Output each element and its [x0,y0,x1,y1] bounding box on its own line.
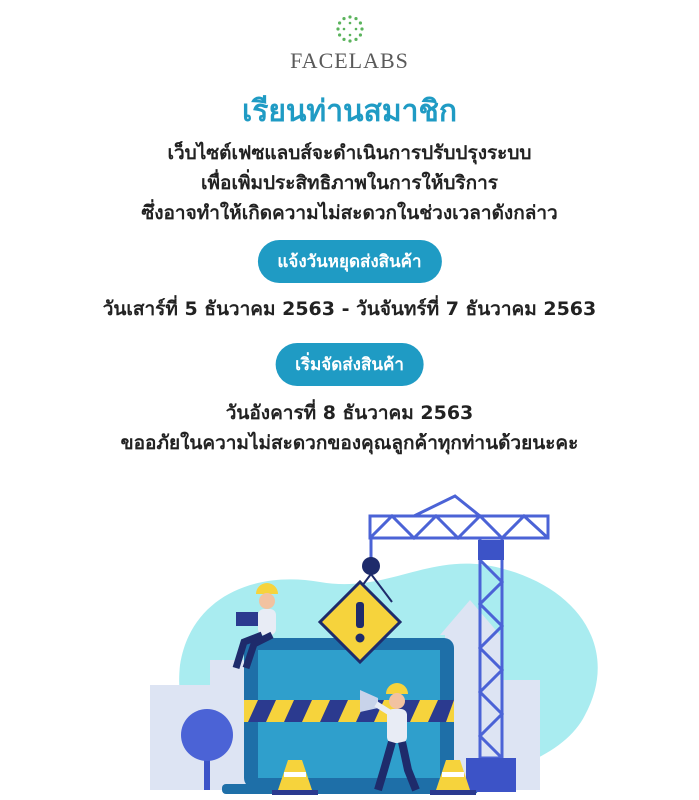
resume-badge: เริ่มจัดส่งสินค้า [275,343,424,386]
crane-base [466,758,516,792]
intro-line: ซึ่งอาจทำให้เกิดความไม่สะดวกในช่วงเวลาดังกล่าว [141,202,558,224]
resume-message [0,398,699,458]
brand-logo [0,14,699,74]
construction-illustration [0,490,699,800]
intro-line: เพื่อเพิ่มประสิทธิภาพในการให้บริการ [201,172,498,194]
resume-date: วันอังคารที่ 8 ธันวาคม 2563 [225,402,474,424]
caution-tape [244,700,454,722]
page-title: เรียนท่านสมาชิก [241,94,458,129]
intro-text [0,138,699,228]
apology-text: ขออภัยในความไม่สะดวกของคุณลูกค้าทุกท่านด้วยนะคะ [120,432,579,454]
facelabs-logo-icon [335,14,365,44]
holiday-dates: วันเสาร์ที่ 5 ธันวาคม 2563 - วันจันทร์ที่ 7 ธันวาคม 2563 [102,298,597,320]
brand-name: FACELABS [290,48,409,73]
holiday-badge: แจ้งวันหยุดส่งสินค้า [257,240,441,283]
crane-hook [362,557,380,575]
crane-cabin [478,540,504,560]
intro-line: เว็บไซต์เฟซแลบส์จะดำเนินการปรับปรุงระบบ [167,142,532,164]
